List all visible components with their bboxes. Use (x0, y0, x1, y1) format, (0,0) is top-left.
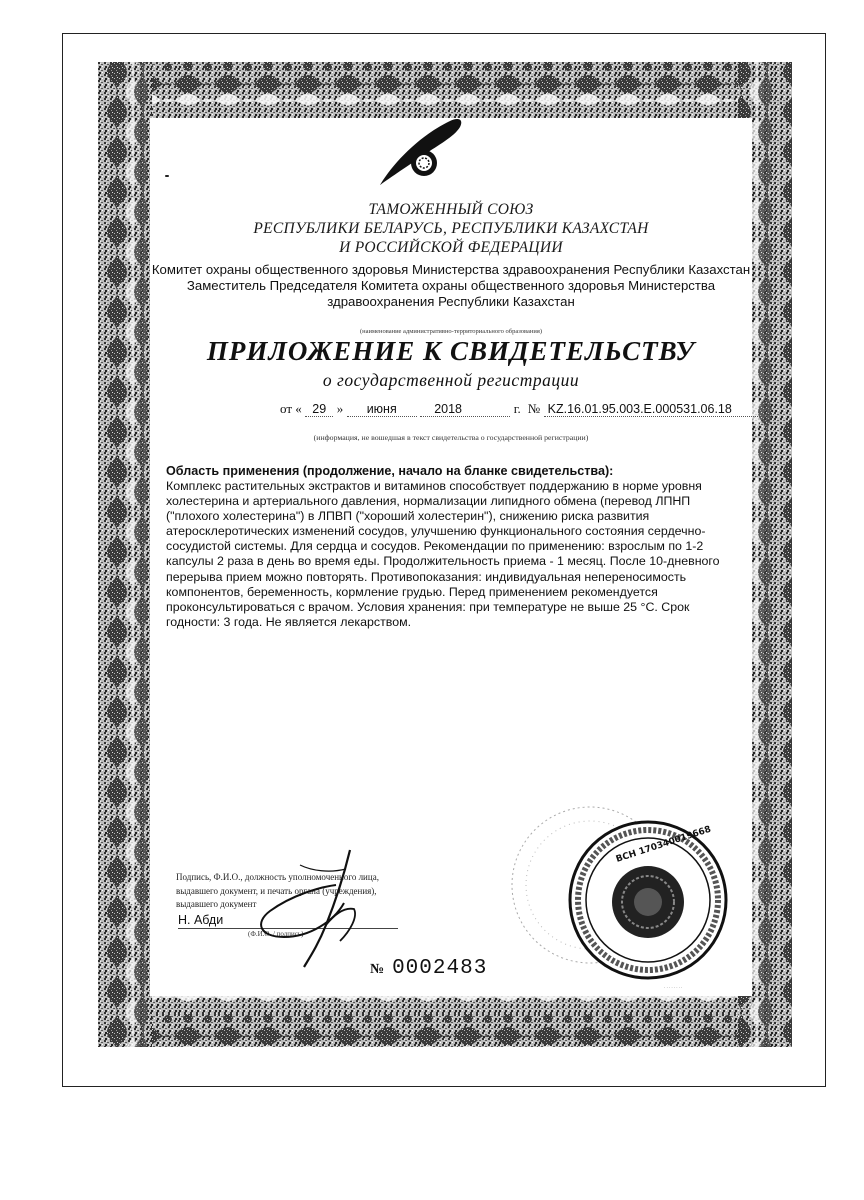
official-seal-icon (505, 790, 745, 990)
date-quote-close: » (336, 401, 344, 416)
scope-line: ("плохого холестерина") в ЛПВП ("хороший холестерин"), снижению риска развития (166, 509, 650, 524)
scope-body (166, 479, 746, 630)
scope-line: Комплекс растительных экстрактов и витаминов способствует поддержанию в норме уровня (166, 479, 702, 493)
scope-line: сосудистой системы. Для сердца и сосудов. Рекомендации по применению: взрослым по 1-2 (166, 539, 704, 554)
scope-heading: Область применения (продолжение, начало на бланке свидетельства): (166, 464, 614, 478)
union-title-line-1: ТАМОЖЕННЫЙ СОЮЗ (368, 201, 534, 218)
form-serial-number (370, 957, 487, 980)
number-sign: № (527, 401, 541, 416)
scope-line: проконсультироваться с врачом. Условия хранения: при температуре не выше 25 °С. Срок (166, 599, 690, 614)
committee-line-1: Комитет охраны общественного здоровья Министерства здравоохранения Республики Казахстан (151, 262, 751, 277)
signature-caption-line-3: выдавшего документ (176, 899, 257, 909)
scope-line: капсулы 2 раза в день во время еды. Продолжительность приема - 1 месяц. После 10-дневного (166, 554, 720, 569)
scope-line: годности: 3 года. Не является лекарством. (166, 614, 412, 629)
date-year: 2018 (420, 402, 510, 417)
date-year-suffix: г. (513, 401, 521, 416)
scope-line: перерыва прием можно повторять. Противопоказания: индивидуальная непереносимость (166, 569, 687, 584)
serial-label: № (370, 962, 385, 977)
main-title: ПРИЛОЖЕНИЕ К СВИДЕТЕЛЬСТВУ (206, 336, 696, 366)
admin-caption: (наименование административно-территориального образования) (359, 328, 542, 335)
customs-union-emblem-icon (372, 115, 472, 195)
scope-line: атеросклеротических изменений сосудов, улучшению функционального состояния сердечно- (166, 524, 706, 539)
registration-number: KZ.16.01.95.003.E.000531.06.18 (544, 402, 770, 417)
union-title-line-2: РЕСПУБЛИКИ БЕЛАРУСЬ, РЕСПУБЛИКИ КАЗАХСТАН (253, 220, 649, 237)
date-prefix: от « (280, 401, 302, 416)
signature-caption-line-2: выдавшего документ, и печать органа (учреждения), (176, 885, 377, 896)
issuing-authority (150, 262, 752, 310)
printer-imprint: · · · · · · · · (664, 985, 683, 990)
scan-speck (165, 175, 169, 177)
committee-line-2: Заместитель Председателя Комитета охраны общественного здоровья Министерства (186, 278, 716, 293)
date-line (280, 401, 770, 417)
sub-title: о государственной регистрации (322, 370, 580, 390)
svg-text:ВСН 170340019668: ВСН 170340019668 (614, 824, 713, 865)
fio-caption: (Ф.И.О. / подпись) (248, 930, 304, 938)
signer-name: Н. Абди (178, 913, 224, 927)
customs-union-title (150, 200, 752, 257)
committee-line-3: здравоохранения Республики Казахстан (327, 294, 575, 309)
scope-line: компонентов, беременность, кормление грудью. Перед применением рекомендуется (166, 584, 658, 599)
date-month: июня (347, 402, 417, 417)
date-day: 29 (305, 402, 333, 417)
scope-line: холестерина и артериального давления, нормализации липидного обмена (перевод ЛПНП (166, 494, 691, 509)
serial-value: 0002483 (392, 957, 488, 980)
union-title-line-3: И РОССИЙСКОЙ ФЕДЕРАЦИИ (339, 239, 563, 256)
info-caption: (информация, не вошедшая в текст свидетельства о государственной регистрации) (313, 433, 589, 442)
handwritten-signature-icon (240, 845, 390, 970)
signature-caption-line-1: Подпись, Ф.И.О., должность уполномоченного лица, (176, 872, 379, 882)
